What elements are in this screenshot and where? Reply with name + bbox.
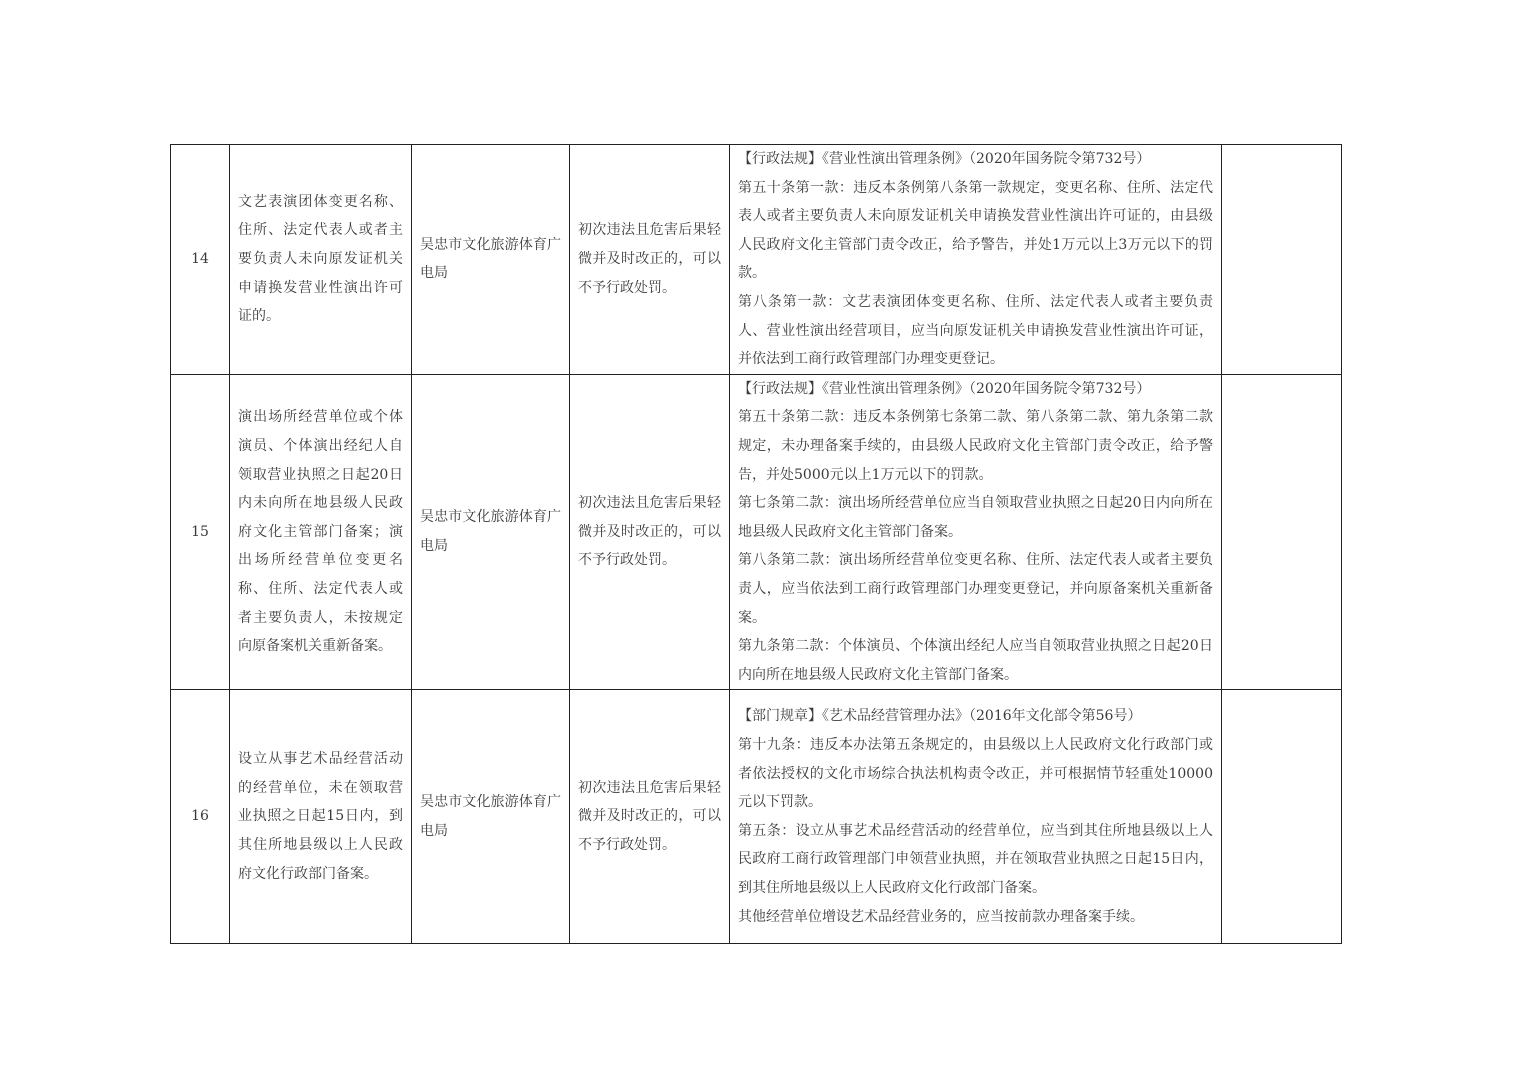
table-row xyxy=(171,690,1342,944)
legal-basis-paragraph: 第九条第二款：个体演员、个体演出经纪人应当自领取营业执照之日起20日内向所在地县级人民政府文化主管部门备案。 xyxy=(738,638,1213,683)
regulation-table xyxy=(170,144,1342,944)
violation-description: 设立从事艺术品经营活动的经营单位，未在领取营业执照之日起15日内，到其住所地县级以上人民政府文化行政部门备案。 xyxy=(230,690,412,944)
legal-basis-paragraph: 第五十条第一款：违反本条例第八条第一款规定，变更名称、住所、法定代表人或者主要负责人未向原发证机关申请换发营业性演出许可证的，由县级人民政府文化主管部门责令改正，给予警告，并处1万元以上3万元以下的罚款。 xyxy=(738,179,1213,282)
violation-description: 文艺表演团体变更名称、住所、法定代表人或者主要负责人未向原发证机关申请换发营业性演出许可证的。 xyxy=(230,145,412,375)
legal-basis-paragraph: 第五条：设立从事艺术品经营活动的经营单位，应当到其住所地县级以上人民政府工商行政管理部门申领营业执照，并在领取营业执照之日起15日内，到其住所地县级以上人民政府文化行政部门备案。 xyxy=(738,822,1213,896)
enforcement-department: 吴忠市文化旅游体育广电局 xyxy=(412,374,570,690)
legal-basis xyxy=(730,145,1222,375)
legal-basis-paragraph: 【部门规章】《艺术品经营管理办法》（2016年文化部令第56号） xyxy=(738,708,1142,725)
remark-cell xyxy=(1222,145,1342,375)
legal-basis-paragraph: 第八条第二款：演出场所经营单位变更名称、住所、法定代表人或者主要负责人，应当依法到工商行政管理部门办理变更登记，并向原备案机关重新备案。 xyxy=(738,552,1213,626)
row-number: 16 xyxy=(171,690,230,944)
exemption-condition: 初次违法且危害后果轻微并及时改正的，可以不予行政处罚。 xyxy=(570,145,730,375)
legal-basis xyxy=(730,690,1222,944)
enforcement-department: 吴忠市文化旅游体育广电局 xyxy=(412,690,570,944)
remark-cell xyxy=(1222,374,1342,690)
violation-description: 演出场所经营单位或个体演员、个体演出经纪人自领取营业执照之日起20日内未向所在地县级人民政府文化主管部门备案；演出场所经营单位变更名称、住所、法定代表人或者主要负责人，未按规定向原备案机关重新备案。 xyxy=(230,374,412,690)
exemption-condition: 初次违法且危害后果轻微并及时改正的，可以不予行政处罚。 xyxy=(570,374,730,690)
row-number: 15 xyxy=(171,374,230,690)
exemption-condition: 初次违法且危害后果轻微并及时改正的，可以不予行政处罚。 xyxy=(570,690,730,944)
legal-basis-paragraph: 其他经营单位增设艺术品经营业务的，应当按前款办理备案手续。 xyxy=(738,908,1144,925)
table-row xyxy=(171,145,1342,375)
legal-basis-paragraph: 【行政法规】《营业性演出管理条例》（2020年国务院令第732号） xyxy=(738,151,1151,167)
legal-basis xyxy=(730,374,1222,690)
legal-basis-paragraph: 第八条第一款：文艺表演团体变更名称、住所、法定代表人或者主要负责人、营业性演出经营项目，应当向原发证机关申请换发营业性演出许可证，并依法到工商行政管理部门办理变更登记。 xyxy=(738,293,1213,368)
legal-basis-paragraph: 第五十条第二款：违反本条例第七条第二款、第八条第二款、第九条第二款规定，未办理备案手续的，由县级人民政府文化主管部门责令改正，给予警告，并处5000元以上1万元以下的罚款。 xyxy=(738,409,1213,483)
enforcement-department: 吴忠市文化旅游体育广电局 xyxy=(412,145,570,375)
legal-basis-paragraph: 第十九条：违反本办法第五条规定的，由县级以上人民政府文化行政部门或者依法授权的文化市场综合执法机构责令改正，并可根据情节轻重处10000元以下罚款。 xyxy=(738,737,1213,811)
legal-basis-paragraph: 第七条第二款：演出场所经营单位应当自领取营业执照之日起20日内向所在地县级人民政府文化主管部门备案。 xyxy=(738,495,1213,540)
remark-cell xyxy=(1222,690,1342,944)
row-number: 14 xyxy=(171,145,230,375)
legal-basis-paragraph: 【行政法规】《营业性演出管理条例》（2020年国务院令第732号） xyxy=(738,380,1151,397)
table-row xyxy=(171,374,1342,690)
